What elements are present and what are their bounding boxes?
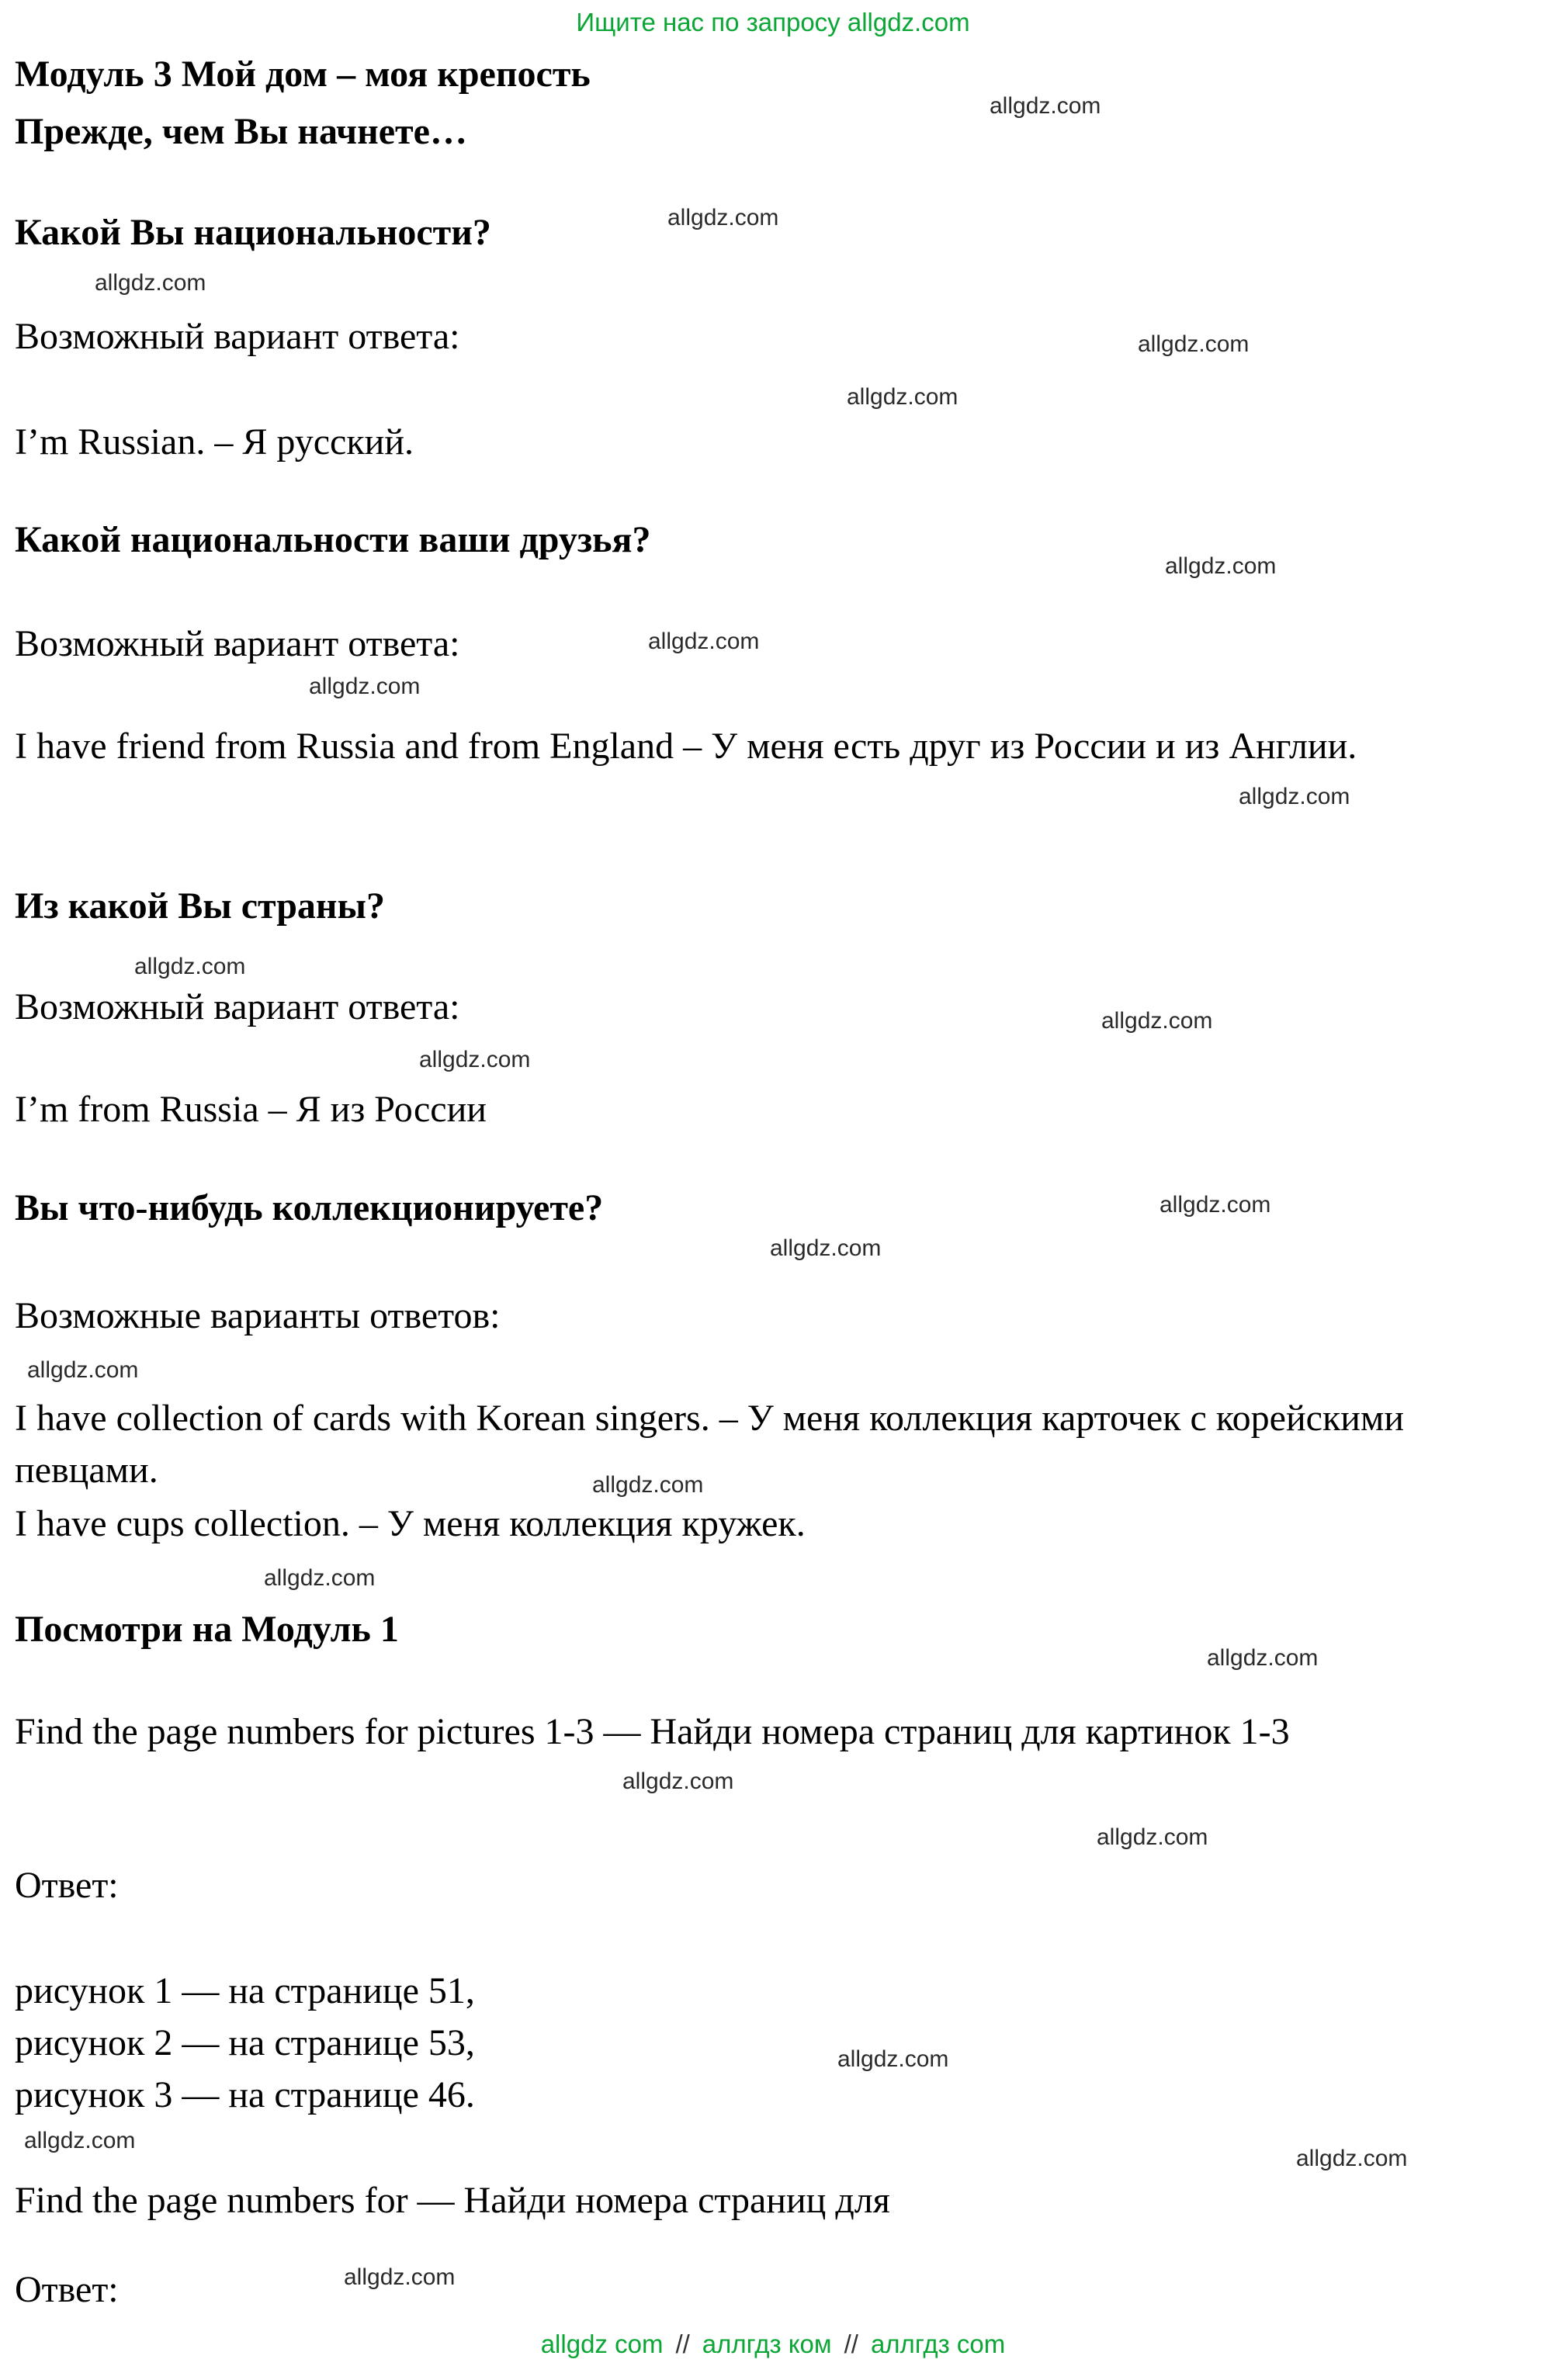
watermark-allgdz: allgdz.com	[1097, 1824, 1208, 1850]
watermark-allgdz: allgdz.com	[847, 384, 958, 410]
footer-site-name: allgdz com	[540, 2330, 664, 2358]
watermark-allgdz: allgdz.com	[990, 93, 1101, 119]
watermark-allgdz: allgdz.com	[667, 205, 779, 230]
watermark-allgdz: allgdz.com	[134, 954, 246, 979]
heading-module-3: Модуль 3 Мой дом – моя крепость	[15, 54, 591, 95]
answer-intro: Возможный вариант ответа:	[15, 316, 460, 357]
watermark-allgdz: allgdz.com	[95, 270, 206, 296]
question-collecting: Вы что-нибудь коллекционируете?	[15, 1187, 604, 1228]
answer-label: Ответ:	[15, 2269, 119, 2310]
watermark-allgdz: allgdz.com	[1138, 331, 1250, 357]
question-nationality: Какой Вы национальности?	[15, 212, 491, 253]
answer-line: I have friend from Russia and from England – У меня есть друг из России и из Англии.	[15, 726, 1357, 767]
watermark-allgdz: allgdz.com	[264, 1565, 376, 1591]
task-text-find-pages: Find the page numbers for — Найди номера страниц для	[15, 2180, 890, 2221]
question-friends-nationality: Какой национальности ваши друзья?	[15, 519, 651, 560]
answer-label: Ответ:	[15, 1865, 119, 1906]
watermark-allgdz: allgdz.com	[1160, 1192, 1271, 1218]
watermark-allgdz: allgdz.com	[622, 1769, 734, 1794]
footer-separator: //	[844, 2330, 858, 2358]
watermark-allgdz: allgdz.com	[592, 1472, 704, 1498]
watermark-allgdz: allgdz.com	[27, 1357, 139, 1383]
watermark-allgdz: allgdz.com	[770, 1235, 882, 1261]
answer-line: I have collection of cards with Korean singers. – У меня коллекция карточек с корейскими певцами.	[15, 1398, 1405, 1491]
watermark-allgdz: allgdz.com	[309, 674, 421, 699]
watermark-allgdz: allgdz.com	[24, 2128, 136, 2153]
watermark-allgdz: allgdz.com	[1207, 1645, 1319, 1671]
promo-banner-text: Ищите нас по запросу allgdz.com	[576, 8, 970, 36]
watermark-allgdz: allgdz.com	[648, 629, 760, 654]
footer-site-name: аллгдз com	[870, 2330, 1006, 2358]
answer-page-line: рисунок 3 — на странице 46.	[15, 2074, 475, 2116]
footer-site-name: аллгдз ком	[702, 2330, 832, 2358]
answer-intro: Возможный вариант ответа:	[15, 986, 460, 1027]
answer-intro: Возможные варианты ответов:	[15, 1295, 501, 1336]
answer-page-line: рисунок 2 — на странице 53,	[15, 2022, 475, 2064]
heading-look-at-module-1: Посмотри на Модуль 1	[15, 1609, 399, 1650]
answer-intro: Возможный вариант ответа:	[15, 623, 460, 664]
watermark-allgdz: allgdz.com	[344, 2264, 456, 2290]
answer-line: I’m from Russia – Я из России	[15, 1089, 487, 1130]
question-country: Из какой Вы страны?	[15, 885, 386, 927]
watermark-allgdz: allgdz.com	[1165, 553, 1277, 579]
answer-line: I have cups collection. – У меня коллекция кружек.	[15, 1503, 806, 1544]
watermark-allgdz: allgdz.com	[1101, 1008, 1213, 1034]
answer-page-list	[15, 1965, 1474, 2122]
watermark-allgdz: allgdz.com	[1296, 2146, 1408, 2171]
footer-search-queries	[0, 2330, 1546, 2359]
watermark-allgdz: allgdz.com	[419, 1047, 531, 1072]
answer-line: I’m Russian. – Я русский.	[15, 421, 414, 462]
watermark-allgdz: allgdz.com	[837, 2046, 949, 2072]
watermark-allgdz: allgdz.com	[1239, 784, 1350, 809]
heading-before-you-start: Прежде, чем Вы начнете…	[15, 111, 467, 152]
footer-separator: //	[675, 2330, 690, 2358]
answer-page-line: рисунок 1 — на странице 51,	[15, 1970, 475, 2011]
task-text-find-pictures: Find the page numbers for pictures 1-3 — Найди номера страниц для картинок 1-3	[15, 1711, 1290, 1752]
